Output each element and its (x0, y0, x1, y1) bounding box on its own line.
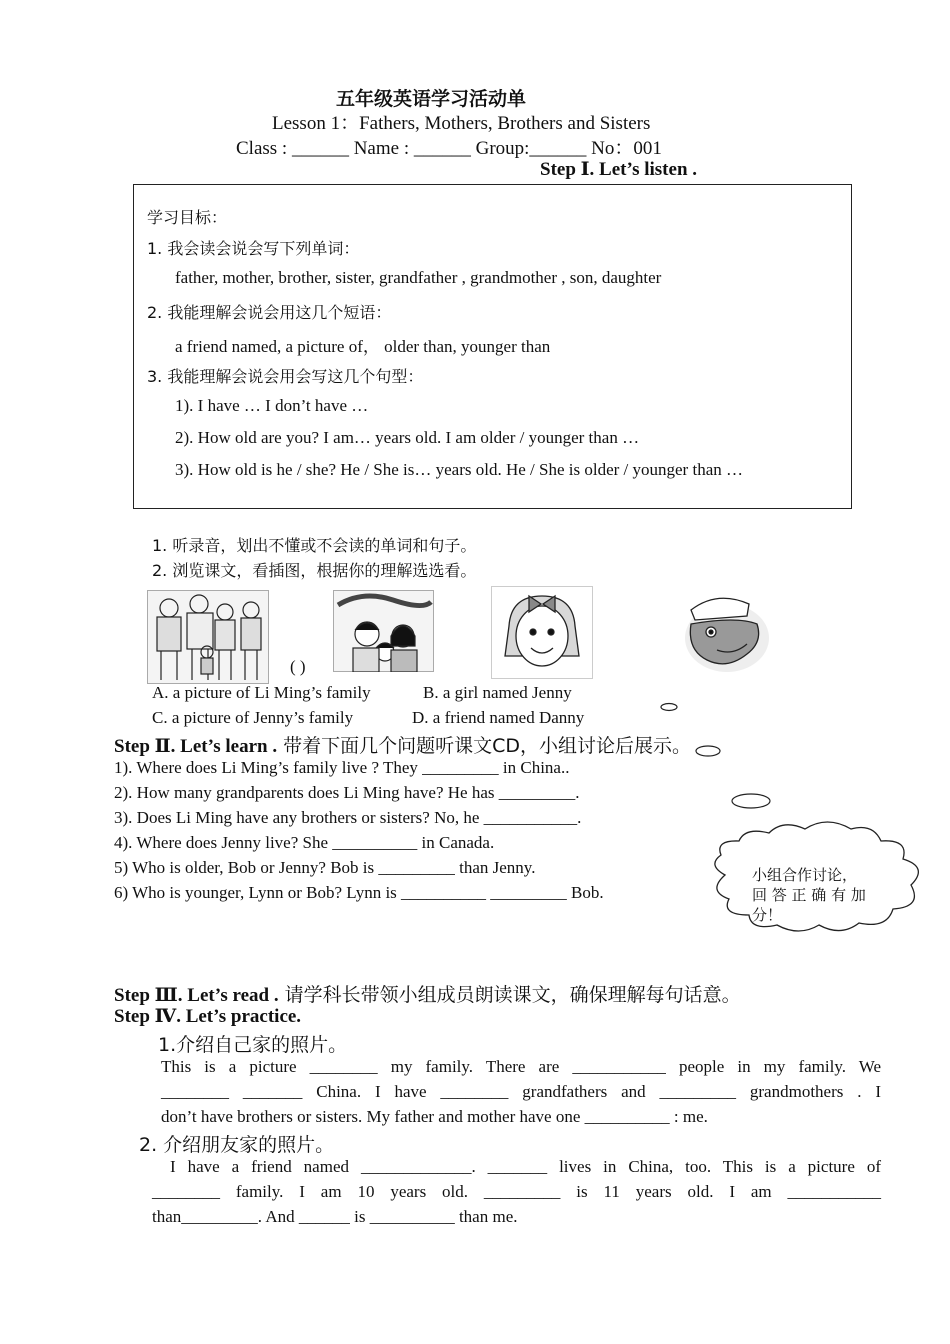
student-info-line: Class : ______ Name : ______ Group:______ No：001 (236, 138, 662, 159)
danny-dinosaur-picture (677, 590, 771, 676)
question-1: 1). Where does Li Ming’s family live ? They _________ in China.. (114, 758, 570, 777)
li-ming-family-picture (147, 590, 269, 684)
question-4: 4). Where does Jenny live? She __________ in Canada. (114, 833, 495, 852)
question-5: 5) Who is older, Bob or Jenny? Bob is _________ than Jenny. (114, 858, 536, 877)
jenny-picture (491, 586, 593, 679)
option-d: D. a friend named Danny (412, 708, 585, 727)
cloud-text-3: 分！ (752, 906, 783, 924)
listen-task-2: 2. 浏览课文，看插图，根据你的理解选选看。 (152, 561, 477, 580)
practice-paragraph-2 (152, 1154, 881, 1229)
step-2-instruction: 带着下面几个问题听课文CD，小组讨论后展示。 (277, 735, 692, 757)
practice-task-2: 2. 介绍朋友家的照片。 (139, 1134, 335, 1156)
goal-item-2: 2. 我能理解会说会用这几个短语： (147, 303, 392, 322)
paragraph-2-line-3: than_________. And ______ is __________ than me. (152, 1207, 518, 1226)
step-2-heading (114, 731, 691, 758)
option-b: B. a girl named Jenny (423, 683, 572, 702)
question-6: 6) Who is younger, Lynn or Bob? Lynn is __________ _________ Bob. (114, 883, 604, 902)
paragraph-1-line-3: don’t have brothers or sisters. My father and mother have one __________ : me. (161, 1107, 708, 1126)
listen-task-1: 1. 听录音，划出不懂或不会读的单词和句子。 (152, 536, 477, 555)
paragraph-1-line-1: This is a picture ________ my family. There are ___________ people in my family. We (161, 1057, 881, 1076)
goal-phrases: a friend named, a picture of， older than, younger than (175, 337, 551, 356)
step-1-heading: Step Ⅰ. Let’s listen . (540, 159, 698, 180)
cloud-text-2: 回 答 正 确 有 加 (752, 886, 866, 904)
paragraph-2-line-1: I have a friend named _____________. _______ lives in China, too. This is a picture of (170, 1157, 881, 1176)
lesson-title: Lesson 1：Fathers, Mothers, Brothers and Sisters (272, 113, 651, 134)
practice-paragraph-1 (161, 1054, 881, 1129)
option-a: A. a picture of Li Ming’s family (152, 683, 371, 702)
step-3-heading (114, 980, 741, 1007)
practice-task-1: 1.介绍自己家的照片。 (158, 1034, 348, 1056)
cloud-text-1: 小组合作讨论， (752, 866, 858, 884)
step-3-instruction: 请学科长带领小组成员朗读课文，确保理解每句话意。 (278, 984, 741, 1006)
answer-bracket: ( ) (290, 657, 306, 676)
step-3-label: Step Ⅲ. Let’s read . (114, 985, 279, 1006)
step-2-label: Step Ⅱ. Let’s learn . (114, 736, 278, 757)
jenny-family-picture (333, 590, 434, 672)
learning-goals-box (133, 184, 852, 509)
option-c: C. a picture of Jenny’s family (152, 708, 354, 727)
goal-item-1: 1. 我会读会说会写下列单词： (147, 239, 360, 258)
goal-sentence-2: 2). How old are you? I am… years old. I am older / younger than … (175, 428, 640, 447)
step-4-heading: Step Ⅳ. Let’s practice. (114, 1006, 302, 1027)
worksheet-title: 五年级英语学习活动单 (336, 88, 527, 110)
goals-heading: 学习目标： (147, 208, 228, 227)
goal-sentence-3: 3). How old is he / she? He / She is… years old. He / She is older / younger than … (175, 460, 743, 479)
question-3: 3). Does Li Ming have any brothers or sisters? No, he ___________. (114, 808, 582, 827)
paragraph-1-line-2: ________ _______ China. I have ________ grandfathers and _________ grandmothers . I (161, 1082, 881, 1101)
goal-sentence-1: 1). I have … I don’t have … (175, 396, 369, 415)
goal-item-3: 3. 我能理解会说会用会写这几个句型： (147, 367, 424, 386)
goal-words: father, mother, brother, sister, grandfather , grandmother , son, daughter (175, 268, 662, 287)
question-2: 2). How many grandparents does Li Ming have? He has _________. (114, 783, 580, 802)
paragraph-2-line-2: ________ family. I am 10 years old. _________ is 11 years old. I am ___________ (152, 1182, 881, 1201)
